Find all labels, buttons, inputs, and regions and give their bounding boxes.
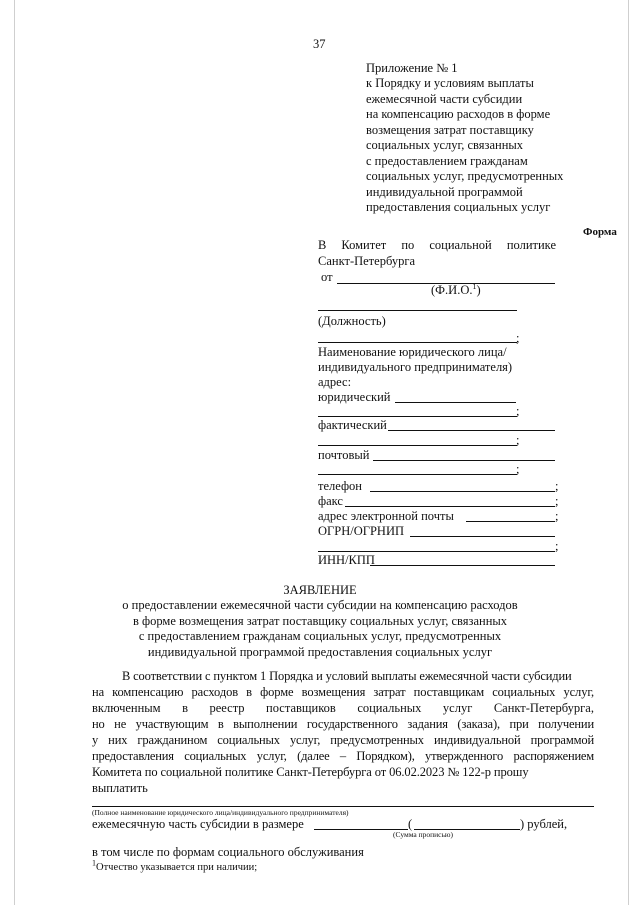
- legal-address-line-2: [318, 416, 517, 417]
- phone-line: [370, 491, 555, 492]
- legal-name-caption-2: индивидуального предпринимателя): [318, 360, 513, 374]
- legal-address-label: юридический: [318, 390, 391, 404]
- actual-address-line-2: [318, 445, 517, 446]
- email-line: [466, 521, 555, 522]
- actual-address-label: фактический: [318, 418, 387, 432]
- appendix-line: предоставления социальных услуг: [366, 200, 551, 214]
- addressee-city: Санкт-Петербурга: [318, 254, 416, 268]
- fax-label: факс: [318, 494, 343, 508]
- fio-caption: (Ф.И.О.$^1$): [431, 281, 481, 297]
- position-line: [318, 310, 517, 311]
- appendix-line: социальных услуг, связанных: [366, 138, 524, 152]
- addressee-to: В Комитет по социальной политике: [318, 238, 556, 252]
- forms-of-service: в том числе по формам социального обслуживания: [92, 845, 364, 859]
- semicolon: ;: [555, 509, 559, 523]
- fax-line: [345, 506, 555, 507]
- semicolon: ;: [555, 539, 559, 553]
- ogrn-label: ОГРН/ОГРНИП: [318, 524, 404, 538]
- appendix-line: к Порядку и условиям выплаты: [366, 76, 534, 90]
- appendix-line: ежемесячной части субсидии: [366, 91, 523, 106]
- semicolon: ;: [555, 494, 559, 508]
- statement-subtitle: [0, 598, 640, 660]
- statement-line: в форме возмещения затрат поставщику социальных услуг, связанных: [132, 613, 508, 628]
- scan-edge-left: [14, 0, 15, 905]
- page-number: 37: [313, 37, 326, 51]
- legal-name-caption-1: Наименование юридического лица/: [318, 345, 507, 359]
- inn-label: ИНН/КПП: [318, 553, 375, 567]
- amount-prefix: ежемесячную часть субсидии в размере: [92, 817, 304, 831]
- body-line-2: на компенсацию расходов в форме возмещения затрат поставщикам социальных услуг,: [92, 685, 594, 699]
- legal-name-line: [318, 342, 517, 343]
- phone-label: телефон: [318, 479, 362, 493]
- legal-entity-caption: (Полное наименование юридического лица/индивидуального предпринимателя): [92, 808, 349, 817]
- legal-entity-name-line: [92, 806, 594, 807]
- scan-edge-right: [628, 0, 629, 905]
- inn-line: [370, 565, 555, 566]
- postal-address-line: [373, 460, 555, 461]
- ogrn-line-2: [318, 551, 555, 552]
- actual-address-line: [388, 430, 555, 431]
- body-line-1: В соответствии с пунктом 1 Порядка и условий выплаты ежемесячной части субсидии: [122, 669, 572, 683]
- ogrn-line: [410, 536, 555, 537]
- appendix-line: на компенсацию расходов в форме: [366, 107, 551, 121]
- amount-suffix: ) рублей,: [520, 817, 568, 831]
- appendix-title: Приложение № 1: [366, 61, 458, 75]
- appendix-line: индивидуальной программой: [366, 184, 523, 199]
- footnote: $^1$Отчество указывается при наличии;: [92, 858, 258, 873]
- amount-words-caption: (Сумма прописью): [393, 830, 453, 839]
- body-line-5: у них гражданином социальных услуг, предусмотренных индивидуальной программой: [92, 733, 594, 747]
- position-caption: (Должность): [318, 314, 386, 328]
- from-label: от: [321, 270, 333, 284]
- appendix-line: возмещения затрат поставщику: [366, 122, 534, 137]
- postal-address-label: почтовый: [318, 448, 370, 462]
- appendix-text: [366, 76, 563, 216]
- statement-title: ЗАЯВЛЕНИЕ: [283, 583, 357, 597]
- semicolon: ;: [516, 462, 520, 476]
- legal-address-line: [395, 402, 516, 403]
- body-line-4: но не участвующим в выполнении государственного задания (заказа), при получении: [92, 717, 594, 731]
- amount-open-paren: (: [408, 817, 413, 831]
- body-line-3: включенным в реестр поставщиков социальных услуг Санкт-Петербурга,: [92, 701, 594, 715]
- semicolon: ;: [516, 331, 520, 345]
- statement-line: индивидуальной программой предоставления социальных услуг: [147, 644, 493, 659]
- email-label: адрес электронной почты: [318, 509, 454, 523]
- semicolon: ;: [555, 479, 559, 493]
- address-label: адрес:: [318, 375, 352, 389]
- postal-address-line-2: [318, 474, 517, 475]
- statement-line: о предоставлении ежемесячной части субсидии на компенсацию расходов: [122, 598, 518, 612]
- body-line-6: предоставления социальных услуг, (далее – Порядком), утвержденного распоряжением: [92, 749, 594, 763]
- appendix-line: социальных услуг, предусмотренных: [366, 169, 564, 183]
- statement-line: с предоставлением гражданам социальных услуг, предусмотренных: [138, 629, 502, 643]
- body-last-line: выплатить: [92, 781, 148, 795]
- semicolon: ;: [516, 433, 520, 447]
- body-line-7: Комитета по социальной политике Санкт-Петербурга от 06.02.2023 № 122-р прошу: [92, 765, 529, 779]
- appendix-line: с предоставлением гражданам: [366, 153, 528, 168]
- form-label: Форма: [583, 226, 617, 238]
- semicolon: ;: [516, 404, 520, 418]
